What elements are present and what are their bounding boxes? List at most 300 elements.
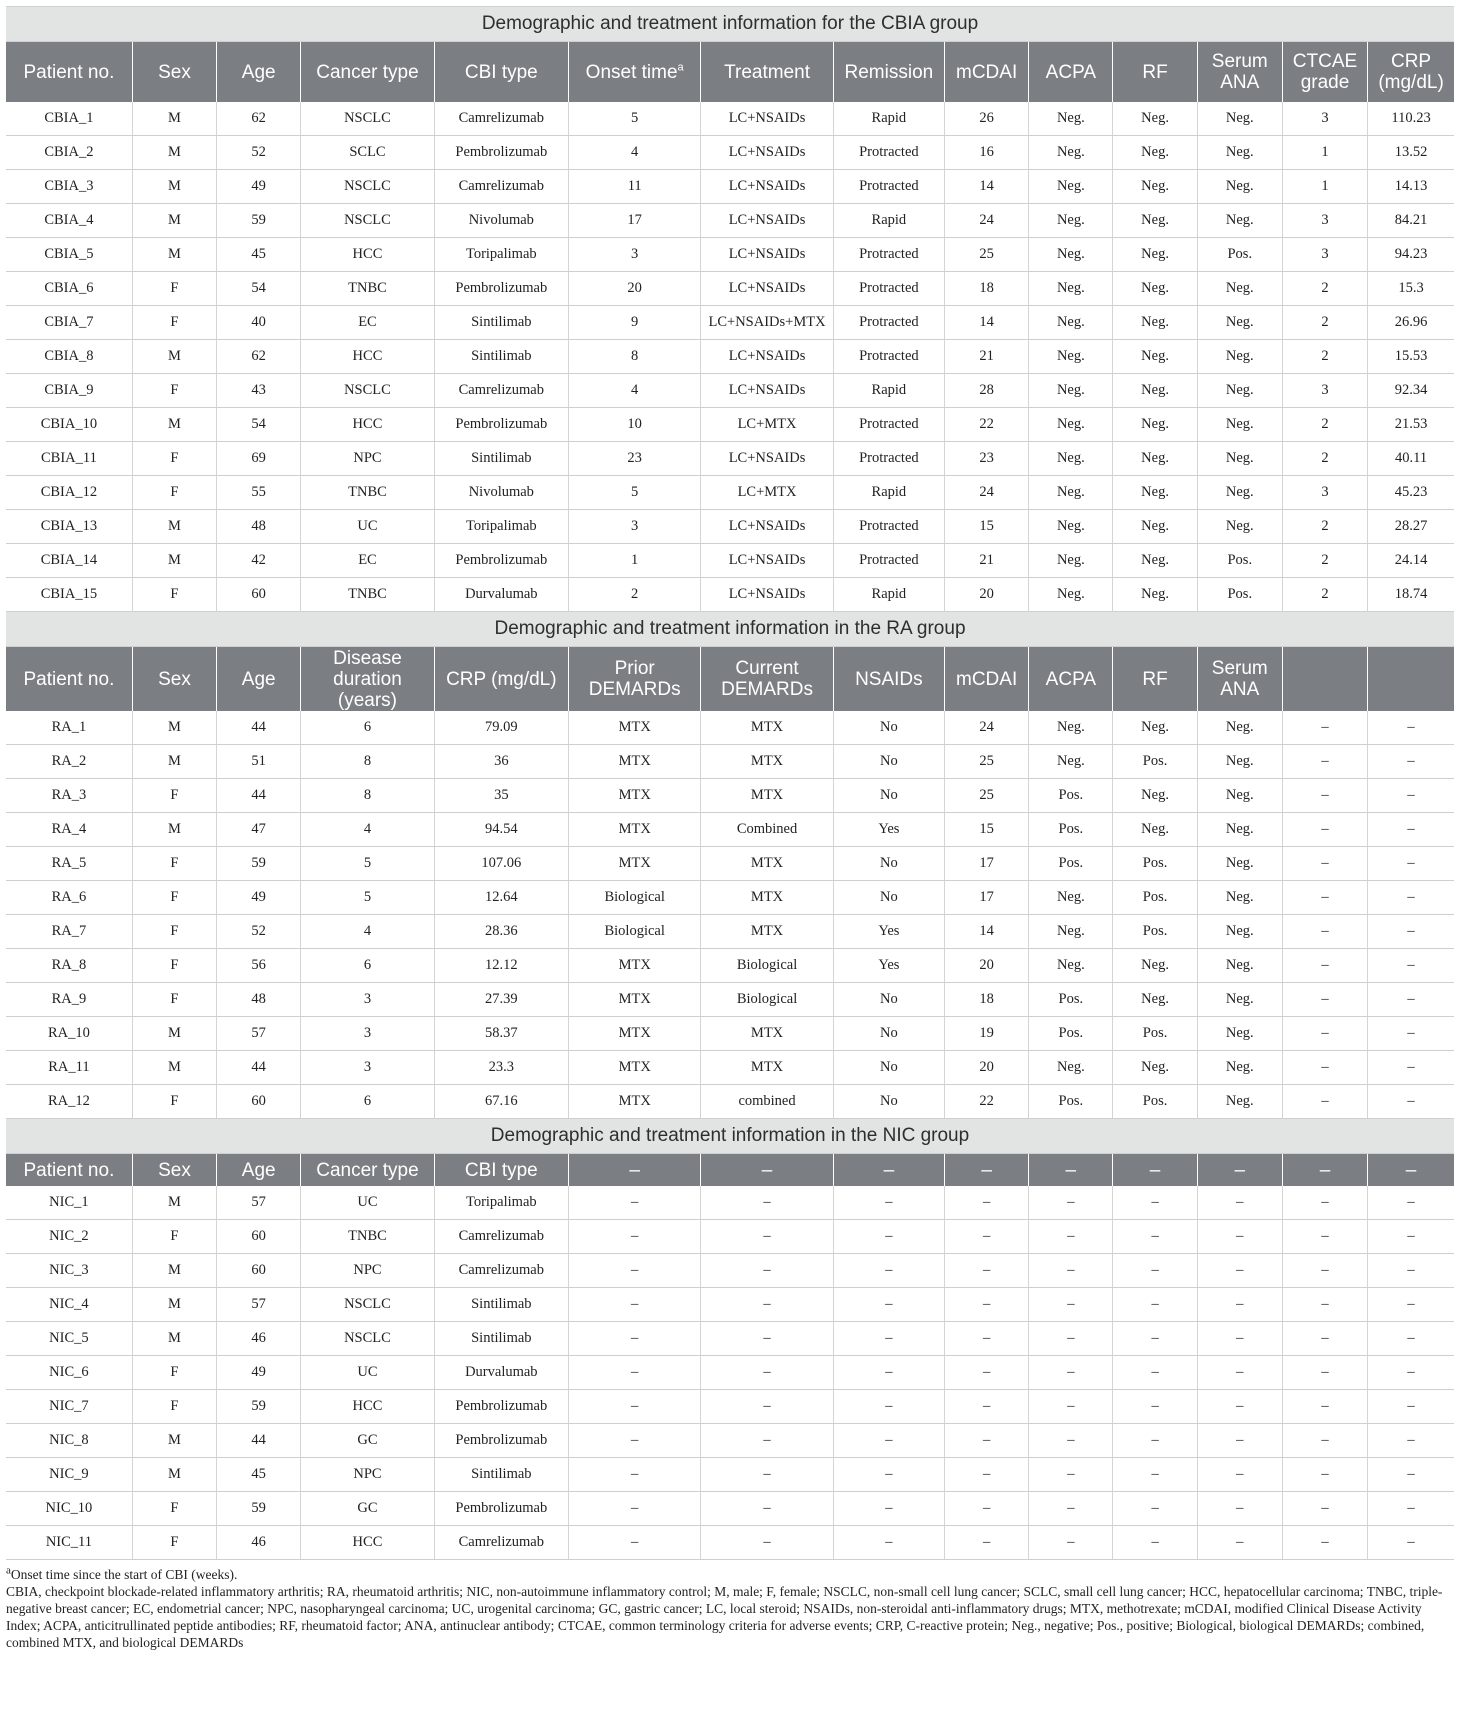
table-cell: 20	[569, 272, 701, 306]
column-header: Cancer type	[301, 42, 434, 103]
table-cell: Neg.	[1029, 442, 1113, 476]
table-cell: Sintilimab	[434, 306, 568, 340]
table-cell: 49	[217, 881, 301, 915]
table-cell: TNBC	[301, 578, 434, 612]
table-cell: Neg.	[1197, 340, 1282, 374]
table-cell: 25	[945, 745, 1029, 779]
table-cell: RA_3	[6, 779, 132, 813]
table-cell: NIC_6	[6, 1356, 132, 1390]
table-cell: 59	[217, 204, 301, 238]
table-cell: MTX	[701, 1017, 833, 1051]
table-cell: Neg.	[1113, 136, 1197, 170]
table-cell: –	[1282, 1288, 1367, 1322]
table-cell: Camrelizumab	[434, 1254, 568, 1288]
table-cell: MTX	[701, 745, 833, 779]
table-cell: Pos.	[1029, 983, 1113, 1017]
table-cell: 49	[217, 1356, 301, 1390]
column-header: CTCAE grade	[1282, 42, 1367, 103]
table-cell: M	[132, 238, 216, 272]
table-cell: –	[569, 1390, 701, 1424]
table-cell: –	[945, 1424, 1029, 1458]
table-cell: 22	[945, 1085, 1029, 1119]
table-cell: CBIA_3	[6, 170, 132, 204]
table-cell: –	[1113, 1186, 1197, 1220]
table-cell: Neg.	[1197, 711, 1282, 745]
column-header: Age	[217, 1154, 301, 1187]
table-cell: –	[1282, 1356, 1367, 1390]
table-cell: No	[833, 711, 944, 745]
table-cell: NSCLC	[301, 102, 434, 136]
table-cell: Neg.	[1197, 1017, 1282, 1051]
table-cell: 19	[945, 1017, 1029, 1051]
table-cell: 1	[569, 544, 701, 578]
table-cell: NSCLC	[301, 1288, 434, 1322]
table-cell: 6	[301, 711, 434, 745]
table-cell: Pos.	[1029, 779, 1113, 813]
table-cell: F	[132, 1356, 216, 1390]
table-cell: Protracted	[833, 170, 944, 204]
table-cell: –	[1368, 1220, 1454, 1254]
table-cell: No	[833, 1085, 944, 1119]
ra-header-row	[6, 647, 1454, 712]
table-cell: 4	[569, 374, 701, 408]
table-cell: LC+NSAIDs	[701, 204, 833, 238]
table-cell: M	[132, 136, 216, 170]
table-cell: HCC	[301, 340, 434, 374]
table-cell: Combined	[701, 813, 833, 847]
table-cell: –	[1282, 1424, 1367, 1458]
table-cell: 54	[217, 272, 301, 306]
table-cell: –	[1368, 1526, 1454, 1560]
table-row	[6, 102, 1454, 136]
table-cell: Sintilimab	[434, 442, 568, 476]
table-cell: 24	[945, 204, 1029, 238]
table-cell: Neg.	[1197, 170, 1282, 204]
table-cell: –	[1368, 1017, 1454, 1051]
table-cell: –	[1368, 1390, 1454, 1424]
table-cell: Neg.	[1113, 408, 1197, 442]
table-cell: Neg.	[1113, 779, 1197, 813]
table-cell: M	[132, 1288, 216, 1322]
table-cell: Pos.	[1029, 1017, 1113, 1051]
footnote-onset: $^a$Onset time since the start of CBI (weeks).	[6, 1564, 238, 1582]
table-cell: –	[1282, 915, 1367, 949]
table-cell: 2	[1282, 408, 1367, 442]
table-cell: –	[1113, 1254, 1197, 1288]
table-cell: Pos.	[1113, 915, 1197, 949]
table-cell: F	[132, 983, 216, 1017]
table-cell: –	[1368, 1051, 1454, 1085]
table-cell: CBIA_11	[6, 442, 132, 476]
table-cell: –	[1282, 1017, 1367, 1051]
table-cell: HCC	[301, 1526, 434, 1560]
column-header: Treatment	[701, 42, 833, 103]
table-cell: Neg.	[1029, 1051, 1113, 1085]
table-cell: CBIA_1	[6, 102, 132, 136]
table-cell: 4	[569, 136, 701, 170]
table-cell: No	[833, 847, 944, 881]
table-cell: –	[1282, 1186, 1367, 1220]
table-cell: Yes	[833, 915, 944, 949]
table-cell: Neg.	[1113, 442, 1197, 476]
table-cell: Pos.	[1029, 847, 1113, 881]
table-cell: –	[1029, 1424, 1113, 1458]
table-cell: 110.23	[1368, 102, 1454, 136]
table-cell: 45	[217, 238, 301, 272]
table-cell: –	[945, 1356, 1029, 1390]
column-header: CRP (mg/dL)	[434, 647, 568, 712]
table-cell: MTX	[569, 847, 701, 881]
table-cell: Neg.	[1113, 983, 1197, 1017]
table-cell: –	[1029, 1288, 1113, 1322]
table-cell: RA_1	[6, 711, 132, 745]
table-cell: CBIA_9	[6, 374, 132, 408]
table-cell: NIC_11	[6, 1526, 132, 1560]
table-cell: No	[833, 1051, 944, 1085]
table-cell: 46	[217, 1322, 301, 1356]
table-cell: 59	[217, 847, 301, 881]
table-cell: –	[701, 1254, 833, 1288]
table-cell: 42	[217, 544, 301, 578]
table-cell: 57	[217, 1186, 301, 1220]
table-row	[6, 1017, 1454, 1051]
table-cell: MTX	[569, 1017, 701, 1051]
table-cell: MTX	[569, 1051, 701, 1085]
table-cell: Pos.	[1197, 238, 1282, 272]
table-cell: Neg.	[1197, 915, 1282, 949]
table-cell: Neg.	[1197, 408, 1282, 442]
table-row	[6, 340, 1454, 374]
table-cell: 94.54	[434, 813, 568, 847]
table-cell: GC	[301, 1492, 434, 1526]
table-cell: Neg.	[1113, 238, 1197, 272]
column-header: Prior DEMARDs	[569, 647, 701, 712]
column-header: –	[1029, 1154, 1113, 1187]
table-cell: 62	[217, 340, 301, 374]
table-cell: –	[1368, 1356, 1454, 1390]
table-cell: 24	[945, 476, 1029, 510]
cbia-section-title-row	[6, 7, 1454, 42]
table-row	[6, 510, 1454, 544]
table-cell: –	[1113, 1322, 1197, 1356]
table-cell: Neg.	[1029, 408, 1113, 442]
table-row	[6, 745, 1454, 779]
table-cell: –	[1113, 1526, 1197, 1560]
table-cell: 60	[217, 1254, 301, 1288]
table-cell: Neg.	[1029, 340, 1113, 374]
table-cell: MTX	[569, 813, 701, 847]
table-cell: –	[1282, 881, 1367, 915]
table-row	[6, 1322, 1454, 1356]
table-cell: F	[132, 1492, 216, 1526]
table-cell: Camrelizumab	[434, 102, 568, 136]
column-header: ACPA	[1029, 647, 1113, 712]
column-header: –	[1197, 1154, 1282, 1187]
table-cell: 45.23	[1368, 476, 1454, 510]
table-cell: Neg.	[1113, 340, 1197, 374]
table-cell: Camrelizumab	[434, 1526, 568, 1560]
table-cell: –	[1197, 1186, 1282, 1220]
table-cell: –	[1282, 711, 1367, 745]
table-cell: F	[132, 374, 216, 408]
column-header: Patient no.	[6, 647, 132, 712]
column-header: Sex	[132, 647, 216, 712]
table-cell: Neg.	[1197, 204, 1282, 238]
table-cell: 20	[945, 1051, 1029, 1085]
table-cell: CBIA_6	[6, 272, 132, 306]
table-cell: 25	[945, 238, 1029, 272]
table-cell: –	[1029, 1254, 1113, 1288]
table-cell: M	[132, 813, 216, 847]
table-cell: –	[1197, 1220, 1282, 1254]
table-cell: –	[1282, 1390, 1367, 1424]
table-cell: 2	[1282, 272, 1367, 306]
table-cell: LC+NSAIDs	[701, 544, 833, 578]
table-cell: –	[833, 1526, 944, 1560]
table-cell: F	[132, 1526, 216, 1560]
table-row	[6, 711, 1454, 745]
table-cell: –	[1029, 1186, 1113, 1220]
table-cell: NIC_4	[6, 1288, 132, 1322]
table-cell: Neg.	[1029, 949, 1113, 983]
table-cell: 79.09	[434, 711, 568, 745]
column-header: Patient no.	[6, 1154, 132, 1187]
table-cell: –	[1197, 1492, 1282, 1526]
table-cell: 12.64	[434, 881, 568, 915]
table-cell: Pembrolizumab	[434, 1424, 568, 1458]
table-cell: –	[569, 1526, 701, 1560]
table-cell: –	[1282, 1458, 1367, 1492]
table-cell: –	[1197, 1356, 1282, 1390]
table-cell: Neg.	[1113, 306, 1197, 340]
table-cell: 2	[569, 578, 701, 612]
table-cell: CBIA_13	[6, 510, 132, 544]
table-cell: 23.3	[434, 1051, 568, 1085]
table-cell: M	[132, 1254, 216, 1288]
table-cell: 17	[945, 847, 1029, 881]
table-cell: MTX	[569, 983, 701, 1017]
table-cell: –	[569, 1220, 701, 1254]
table-cell: Neg.	[1113, 374, 1197, 408]
table-cell: TNBC	[301, 1220, 434, 1254]
table-cell: –	[569, 1492, 701, 1526]
table-row	[6, 1458, 1454, 1492]
table-cell: Pos.	[1113, 881, 1197, 915]
table-cell: M	[132, 408, 216, 442]
table-cell: Protracted	[833, 340, 944, 374]
table-cell: 5	[569, 102, 701, 136]
table-cell: RA_4	[6, 813, 132, 847]
table-cell: Neg.	[1029, 204, 1113, 238]
table-cell: M	[132, 102, 216, 136]
table-cell: F	[132, 1390, 216, 1424]
table-cell: –	[701, 1186, 833, 1220]
table-cell: Neg.	[1197, 136, 1282, 170]
table-cell: LC+NSAIDs	[701, 442, 833, 476]
table-cell: Protracted	[833, 544, 944, 578]
table-cell: NIC_10	[6, 1492, 132, 1526]
table-cell: M	[132, 170, 216, 204]
table-cell: –	[1368, 1288, 1454, 1322]
table-row	[6, 544, 1454, 578]
column-header: –	[701, 1154, 833, 1187]
table-cell: –	[569, 1458, 701, 1492]
table-row	[6, 1356, 1454, 1390]
table-cell: 28	[945, 374, 1029, 408]
table-cell: Pos.	[1113, 745, 1197, 779]
table-cell: Rapid	[833, 204, 944, 238]
table-cell: No	[833, 779, 944, 813]
table-cell: Neg.	[1197, 374, 1282, 408]
table-row	[6, 408, 1454, 442]
table-cell: LC+MTX	[701, 476, 833, 510]
table-cell: –	[1282, 1220, 1367, 1254]
table-cell: F	[132, 476, 216, 510]
table-row	[6, 578, 1454, 612]
table-row	[6, 306, 1454, 340]
table-cell: Pembrolizumab	[434, 1390, 568, 1424]
table-cell: 13.52	[1368, 136, 1454, 170]
table-row	[6, 272, 1454, 306]
table-cell: –	[1368, 1186, 1454, 1220]
table-cell: CBIA_12	[6, 476, 132, 510]
nic-header-row	[6, 1154, 1454, 1187]
table-cell: –	[1282, 1492, 1367, 1526]
table-cell: 107.06	[434, 847, 568, 881]
table-cell: –	[701, 1458, 833, 1492]
table-cell: MTX	[701, 847, 833, 881]
table-cell: 57	[217, 1017, 301, 1051]
table-cell: 18	[945, 983, 1029, 1017]
table-cell: LC+NSAIDs	[701, 510, 833, 544]
table-cell: –	[1197, 1322, 1282, 1356]
table-cell: 2	[1282, 544, 1367, 578]
column-header: –	[945, 1154, 1029, 1187]
table-cell: Neg.	[1113, 711, 1197, 745]
table-cell: MTX	[569, 1085, 701, 1119]
column-header: Serum ANA	[1197, 647, 1282, 712]
table-cell: NIC_9	[6, 1458, 132, 1492]
table-cell: CBIA_8	[6, 340, 132, 374]
table-cell: MTX	[701, 1051, 833, 1085]
table-cell: 24	[945, 711, 1029, 745]
table-cell: Neg.	[1029, 578, 1113, 612]
table-cell: –	[1282, 847, 1367, 881]
table-cell: Camrelizumab	[434, 170, 568, 204]
table-cell: Pos.	[1197, 578, 1282, 612]
column-header: CBI type	[434, 42, 568, 103]
table-cell: 94.23	[1368, 238, 1454, 272]
table-cell: 8	[301, 779, 434, 813]
column-header: Cancer type	[301, 1154, 434, 1187]
table-cell: SCLC	[301, 136, 434, 170]
table-cell: 15	[945, 510, 1029, 544]
cbia-header-row	[6, 42, 1454, 103]
table-cell: –	[833, 1492, 944, 1526]
table-cell: Pembrolizumab	[434, 1492, 568, 1526]
table-cell: 40	[217, 306, 301, 340]
table-cell: Neg.	[1197, 881, 1282, 915]
table-cell: 51	[217, 745, 301, 779]
table-cell: –	[1197, 1458, 1282, 1492]
table-cell: –	[1368, 915, 1454, 949]
table-cell: 2	[1282, 340, 1367, 374]
table-cell: 16	[945, 136, 1029, 170]
table-cell: M	[132, 1458, 216, 1492]
table-cell: NIC_5	[6, 1322, 132, 1356]
table-cell: No	[833, 1017, 944, 1051]
table-cell: 14	[945, 170, 1029, 204]
table-cell: 60	[217, 1085, 301, 1119]
table-cell: –	[833, 1254, 944, 1288]
table-cell: Biological	[701, 949, 833, 983]
table-cell: –	[1029, 1390, 1113, 1424]
table-row	[6, 1051, 1454, 1085]
table-row	[6, 1186, 1454, 1220]
table-cell: Biological	[569, 915, 701, 949]
table-cell: NIC_7	[6, 1390, 132, 1424]
table-cell: Protracted	[833, 510, 944, 544]
table-cell: RA_2	[6, 745, 132, 779]
table-cell: –	[945, 1458, 1029, 1492]
table-cell: UC	[301, 510, 434, 544]
table-cell: 45	[217, 1458, 301, 1492]
table-cell: –	[1029, 1492, 1113, 1526]
table-cell: –	[1029, 1220, 1113, 1254]
table-cell: Neg.	[1029, 238, 1113, 272]
table-cell: 28.27	[1368, 510, 1454, 544]
table-cell: –	[1368, 949, 1454, 983]
table-cell: NPC	[301, 1458, 434, 1492]
table-cell: Protracted	[833, 408, 944, 442]
table-cell: Pembrolizumab	[434, 408, 568, 442]
table-cell: Rapid	[833, 578, 944, 612]
table-cell: RA_10	[6, 1017, 132, 1051]
table-cell: –	[1197, 1390, 1282, 1424]
table-cell: 60	[217, 1220, 301, 1254]
table-cell: 25	[945, 779, 1029, 813]
table-cell: 14	[945, 915, 1029, 949]
table-cell: LC+NSAIDs	[701, 238, 833, 272]
table-cell: –	[1197, 1254, 1282, 1288]
table-cell: Neg.	[1197, 745, 1282, 779]
table-cell: F	[132, 578, 216, 612]
table-cell: 3	[301, 983, 434, 1017]
table-row	[6, 136, 1454, 170]
table-cell: 6	[301, 1085, 434, 1119]
table-cell: –	[1113, 1220, 1197, 1254]
table-cell: 3	[1282, 238, 1367, 272]
table-cell: Neg.	[1197, 476, 1282, 510]
table-cell: 62	[217, 102, 301, 136]
table-cell: –	[701, 1526, 833, 1560]
table-cell: 26.96	[1368, 306, 1454, 340]
column-header: Serum ANA	[1197, 42, 1282, 103]
table-cell: –	[1282, 1085, 1367, 1119]
table-cell: NSCLC	[301, 374, 434, 408]
table-cell: Nivolumab	[434, 476, 568, 510]
table-row	[6, 1288, 1454, 1322]
table-cell: M	[132, 1186, 216, 1220]
table-cell: Neg.	[1029, 272, 1113, 306]
table-cell: –	[1282, 745, 1367, 779]
table-cell: RA_12	[6, 1085, 132, 1119]
table-cell: RA_11	[6, 1051, 132, 1085]
column-header: Disease duration (years)	[301, 647, 434, 712]
table-cell: –	[833, 1356, 944, 1390]
column-header: Current DEMARDs	[701, 647, 833, 712]
table-cell: –	[701, 1492, 833, 1526]
